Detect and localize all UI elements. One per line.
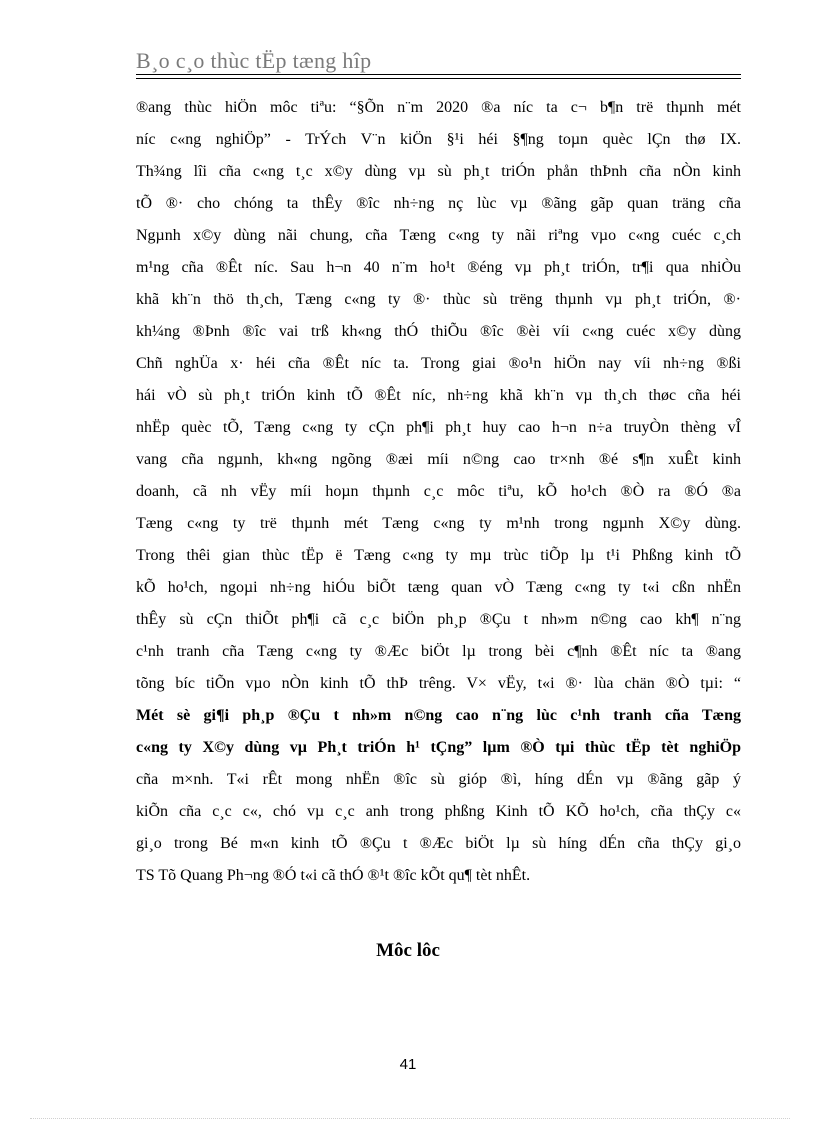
text-line: c¹nh tranh cña Tæng c«ng ty ®Æc biÖt lµ trong bèi c¶nh ®Êt níc ta ®ang xyxy=(136,643,741,660)
text-line: cña m×nh. T«i rÊt mong nhËn ®îc sù gióp ®ì, híng dÉn vµ ®ãng gãp ý xyxy=(136,771,741,788)
running-header-title: B¸o c¸o thùc tËp tæng hîp xyxy=(136,48,372,73)
text-line: hái vÒ sù ph¸t triÓn kinh tÕ ®Êt níc, nh÷ng khã kh¨n vµ th¸ch thøc cña héi xyxy=(136,387,741,404)
text-line: ®ang thùc hiÖn môc tiªu: “§Õn n¨m 2020 ®a níc ta c¬ b¶n trë thµnh mét xyxy=(136,99,741,116)
text-line: vang cña ngµnh, kh«ng ngõng ®æi míi n©ng cao tr×nh ®é s¶n xuÊt kinh xyxy=(136,451,741,468)
thesis-title-line: Mét sè gi¶i ph¸p ®Çu t nh»m n©ng cao n¨ng lùc c¹nh tranh cña Tæng xyxy=(136,707,741,724)
text-line: Trong thêi gian thùc tËp ë Tæng c«ng ty mµ trùc tiÕp lµ t¹i Phßng kinh tÕ xyxy=(136,547,741,564)
text-line: níc c«ng nghiÖp” - TrÝch V¨n kiÖn §¹i héi §¶ng toµn quèc lÇn thø IX. xyxy=(136,131,741,148)
text-line: kiÕn cña c¸c c«, chó vµ c¸c anh trong phßng Kinh tÕ KÕ ho¹ch, cña thÇy c« xyxy=(136,803,741,820)
text-line: khã kh¨n thö th¸ch, Tæng c«ng ty ®· thùc sù trëng thµnh vµ ph¸t triÓn, ®· xyxy=(136,291,741,308)
text-line: tÕ ®· cho chóng ta thÊy ®îc nh÷ng nç lùc vµ ®ãng gãp quan träng cña xyxy=(136,195,741,212)
body-paragraph xyxy=(136,92,741,892)
page-number: 41 xyxy=(399,1056,417,1073)
page-bottom-rule xyxy=(30,1118,790,1119)
text-line: doanh, cã nh vËy míi hoµn thµnh c¸c môc tiªu, kÕ ho¹ch ®Ò ra ®Ó ®a xyxy=(136,483,741,500)
text-line: tõng bíc tiÕn vµo nÒn kinh tÕ thÞ trêng. V× vËy, t«i ®· lùa chän ®Ò tµi: “ xyxy=(136,675,741,692)
text-line: kh¼ng ®Þnh ®îc vai trß kh«ng thÓ thiÕu ®îc ®èi víi c«ng cuéc x©y dùng xyxy=(136,323,741,340)
text-line: Chñ nghÜa x· héi cña ®Êt níc ta. Trong giai ®o¹n hiÖn nay víi nh÷ng ®ßi xyxy=(136,355,741,372)
text-line: nhËp quèc tÕ, Tæng c«ng ty cÇn ph¶i ph¸t huy cao h¬n n÷a truyÒn thèng vÎ xyxy=(136,419,741,436)
text-line: thÊy sù cÇn thiÕt ph¶i cã c¸c biÖn ph¸p ®Çu t nh»m n©ng cao kh¶ n¨ng xyxy=(136,611,741,628)
text-line: Th¾ng lîi cña c«ng t¸c x©y dùng vµ sù ph¸t triÓn phån thÞnh cña nÒn kinh xyxy=(136,163,741,180)
section-heading: Môc lôc xyxy=(376,940,440,961)
text-line: Tæng c«ng ty trë thµnh mét Tæng c«ng ty m¹nh trong ngµnh X©y dùng. xyxy=(136,515,741,532)
thesis-title-line: c«ng ty X©y dùng vµ Ph¸t triÓn h¹ tÇng” lµm ®Ò tµi thùc tËp tèt nghiÖp xyxy=(136,739,741,756)
text-line: m¹ng cña ®Êt níc. Sau h¬n 40 n¨m ho¹t ®éng vµ ph¸t triÓn, tr¶i qua nhiÒu xyxy=(136,259,741,276)
text-line: Ngµnh x©y dùng nãi chung, cña Tæng c«ng ty nãi riªng vµo c«ng cuéc c¸ch xyxy=(136,227,741,244)
header-rule-secondary xyxy=(136,78,741,79)
text-line: TS Tõ Quang Ph¬ng ®Ó t«i cã thÓ ®¹t ®îc kÕt qu¶ tèt nhÊt. xyxy=(136,867,531,884)
text-line: kÕ ho¹ch, ngoµi nh÷ng hiÓu biÕt tæng quan vÒ Tæng c«ng ty t«i cßn nhËn xyxy=(136,579,741,596)
text-line: gi¸o trong Bé m«n kinh tÕ ®Çu t ®Æc biÖt lµ sù híng dÉn cña thÇy gi¸o xyxy=(136,835,741,852)
header-rule xyxy=(136,74,741,75)
